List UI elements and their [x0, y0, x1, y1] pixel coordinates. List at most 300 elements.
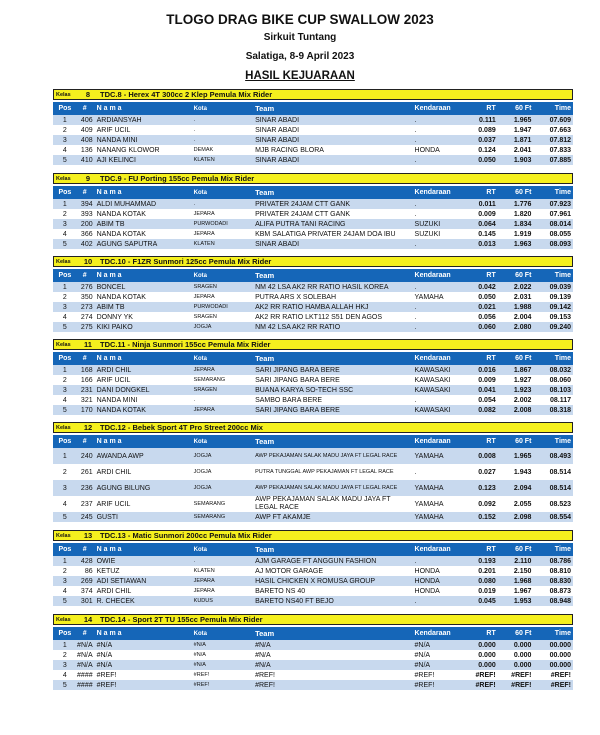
col-time: Time — [554, 355, 572, 362]
kota-cell: PURWODADI — [193, 304, 228, 310]
time-cell: 07.923 — [549, 200, 572, 208]
name-cell: DANI DONGKEL — [96, 386, 150, 394]
name-cell: #REF! — [96, 671, 117, 679]
class-block — [53, 89, 573, 165]
col-kota: Kota — [193, 355, 208, 362]
rt-cell: 0.041 — [478, 386, 496, 394]
col-kendaraan: Kendaraan — [414, 272, 451, 279]
kendaraan-cell: . — [414, 557, 417, 565]
name-cell: #N/A — [96, 641, 113, 649]
kota-cell: . — [193, 201, 196, 207]
name-cell: AGUNG SAPUTRA — [96, 240, 158, 248]
kendaraan-cell: #N/A — [414, 651, 431, 659]
kota-cell: JEPARA — [193, 211, 215, 217]
col-name: N a m a — [96, 189, 122, 196]
team-cell: PRIVATER 24JAM CTT GANK — [255, 200, 350, 208]
table-row — [53, 239, 573, 249]
class-name: TDC.14 - Sport 2T TU 155cc Pemula Mix Rider — [100, 615, 263, 624]
rt-cell: 0.045 — [478, 597, 496, 605]
number-cell: 366 — [80, 230, 93, 238]
rt-cell: 0.009 — [478, 210, 496, 218]
class-block — [53, 339, 573, 415]
name-cell: NANDA KOTAK — [96, 230, 146, 238]
table-row — [53, 365, 573, 375]
kota-cell: . — [193, 137, 196, 143]
team-cell: AWP FT AKAMJE — [255, 513, 311, 521]
table-row — [53, 448, 573, 464]
rt-cell: 0.050 — [478, 156, 496, 164]
kelas-label: Kelas — [56, 258, 71, 265]
table-row — [53, 312, 573, 322]
number-cell: 409 — [80, 126, 93, 134]
pos-cell: 5 — [62, 406, 67, 414]
pos-cell: 3 — [62, 136, 67, 144]
sixty-ft-cell: 1.947 — [513, 126, 532, 134]
pos-cell: 5 — [62, 681, 67, 689]
col-rt: RT — [486, 630, 496, 637]
col-kota: Kota — [193, 438, 208, 445]
col-team: Team — [255, 271, 275, 280]
team-cell: BARETO NS40 FT BEJO — [255, 597, 334, 605]
name-cell: ARDIANSYAH — [96, 116, 142, 124]
col-time: Time — [554, 272, 572, 279]
name-cell: #REF! — [96, 681, 117, 689]
col-team: Team — [255, 188, 275, 197]
rt-cell: 0.123 — [478, 484, 496, 492]
name-cell: KIKI PAIKO — [96, 323, 133, 331]
class-name: TDC.8 - Herex 4T 300cc 2 Klep Pemula Mix Rider — [100, 90, 273, 99]
time-cell: 08.514 — [549, 468, 572, 476]
team-cell: BUANA KARYA SO-TECH SSC — [255, 386, 354, 394]
kelas-bar — [53, 339, 573, 350]
kota-cell: JEPARA — [193, 578, 215, 584]
class-name: TDC.9 - FU Porting 155cc Pemula Mix Rider — [100, 174, 255, 183]
number-cell: 86 — [84, 567, 93, 575]
pos-cell: 2 — [62, 651, 67, 659]
time-cell: 08.117 — [549, 396, 572, 404]
team-cell: SARI JIPANG BARA BERE — [255, 406, 340, 414]
sixty-ft-cell: 1.927 — [513, 376, 532, 384]
kendaraan-cell: #REF! — [414, 681, 435, 689]
name-cell: AWANDA AWP — [96, 452, 144, 460]
time-cell: 08.514 — [549, 484, 572, 492]
pos-cell: 2 — [62, 567, 67, 575]
time-cell: 07.609 — [549, 116, 572, 124]
kelas-label: Kelas — [56, 175, 71, 182]
table-row — [53, 229, 573, 239]
name-cell: R. CHECEK — [96, 597, 135, 605]
team-cell: AK2 RR RATIO LKT112 S51 DEN AGOS — [255, 313, 383, 321]
name-cell: NANDA MINI — [96, 396, 138, 404]
column-header — [53, 627, 573, 640]
kendaraan-cell: KAWASAKI — [414, 376, 451, 384]
kota-cell: . — [193, 127, 196, 133]
kendaraan-cell: #N/A — [414, 641, 431, 649]
sixty-ft-cell: 1.776 — [513, 200, 532, 208]
pos-cell: 3 — [62, 386, 67, 394]
class-block — [53, 530, 573, 606]
col-kota: Kota — [193, 105, 208, 112]
kendaraan-cell: . — [414, 597, 417, 605]
pos-cell: 5 — [62, 156, 67, 164]
table-row — [53, 292, 573, 302]
col-kota: Kota — [193, 272, 208, 279]
sixty-ft-cell: 1.968 — [513, 577, 532, 585]
kota-cell: KLATEN — [193, 157, 215, 163]
table-row — [53, 405, 573, 415]
number-cell: 350 — [80, 293, 93, 301]
kota-cell: JOGJA — [193, 469, 212, 475]
col-number: # — [82, 630, 87, 637]
name-cell: ARIF UCIL — [96, 500, 131, 508]
kota-cell: #N/A — [193, 642, 206, 648]
kelas-bar — [53, 173, 573, 184]
kendaraan-cell: YAMAHA — [414, 293, 444, 301]
pos-cell: 3 — [62, 303, 67, 311]
name-cell: ADI SETIAWAN — [96, 577, 147, 585]
table-row — [53, 302, 573, 312]
col-name: N a m a — [96, 546, 122, 553]
team-cell: #N/A — [255, 661, 271, 669]
col-60ft: 60 Ft — [515, 438, 532, 445]
kelas-label: Kelas — [56, 424, 71, 431]
team-cell: NM 42 LSA AK2 RR RATIO HASIL KOREA — [255, 283, 389, 291]
rt-cell: 0.019 — [478, 587, 496, 595]
time-cell: #REF! — [550, 671, 572, 679]
document-title: TLOGO DRAG BIKE CUP SWALLOW 2023 — [166, 12, 434, 27]
name-cell: ARDI CHIL — [96, 587, 132, 595]
pos-cell: 4 — [62, 587, 67, 595]
table-row — [53, 145, 573, 155]
kota-cell: #N/A — [193, 662, 206, 668]
table-row — [53, 395, 573, 405]
kendaraan-cell: YAMAHA — [414, 513, 444, 521]
team-cell: KBM SALATIGA PRIVATER 24JAM DOA IBU — [255, 230, 396, 238]
time-cell: 09.142 — [549, 303, 572, 311]
pos-cell: 1 — [62, 557, 67, 565]
col-number: # — [82, 546, 87, 553]
time-cell: 08.493 — [549, 452, 572, 460]
table-row — [53, 680, 573, 690]
time-cell: 00.000 — [549, 651, 572, 659]
sixty-ft-cell: 1.820 — [513, 210, 532, 218]
pos-cell: 1 — [62, 283, 67, 291]
time-cell: 08.014 — [549, 220, 572, 228]
table-row — [53, 199, 573, 209]
kendaraan-cell: . — [414, 136, 417, 144]
name-cell: NANDA MINI — [96, 136, 138, 144]
class-name: TDC.12 - Bebek Sport 4T Pro Street 200cc Mix — [100, 423, 263, 432]
col-name: N a m a — [96, 355, 122, 362]
team-cell: SINAR ABADI — [255, 156, 300, 164]
name-cell: KETUZ — [96, 567, 120, 575]
kendaraan-cell: . — [414, 468, 417, 476]
number-cell: #### — [77, 671, 93, 679]
team-cell: SINAR ABADI — [255, 126, 300, 134]
sixty-ft-cell: 0.000 — [513, 661, 532, 669]
rt-cell: #REF! — [475, 681, 496, 689]
team-cell: HASIL CHICKEN X ROMUSA GROUP — [255, 577, 376, 585]
sixty-ft-cell: 2.004 — [513, 313, 532, 321]
kendaraan-cell: YAMAHA — [414, 500, 444, 508]
team-cell: AWP PEKAJAMAN SALAK MADU JAYA FT LEGAL RACE — [255, 484, 398, 491]
team-cell: SINAR ABADI — [255, 240, 300, 248]
col-time: Time — [554, 189, 572, 196]
rt-cell: 0.201 — [478, 567, 496, 575]
class-block — [53, 256, 573, 332]
kelas-label: Kelas — [56, 341, 71, 348]
time-cell: 08.786 — [549, 557, 572, 565]
number-cell: 410 — [80, 156, 93, 164]
time-cell: 09.153 — [549, 313, 572, 321]
venue: Sirkuit Tuntang — [263, 32, 337, 43]
col-kendaraan: Kendaraan — [414, 355, 451, 362]
number-cell: 200 — [80, 220, 93, 228]
sixty-ft-cell: 1.871 — [513, 136, 532, 144]
number-cell: 276 — [80, 283, 93, 291]
kota-cell: . — [193, 397, 196, 403]
number-cell: 394 — [80, 200, 93, 208]
name-cell: NANANG KLOWOR — [96, 146, 160, 154]
team-cell: ALIFA PUTRA TANI RACING — [255, 220, 346, 228]
kendaraan-cell: . — [414, 240, 417, 248]
number-cell: 136 — [80, 146, 93, 154]
col-rt: RT — [486, 438, 496, 445]
number-cell: 321 — [80, 396, 93, 404]
table-row — [53, 556, 573, 566]
kendaraan-cell: . — [414, 313, 417, 321]
number-cell: 236 — [80, 484, 93, 492]
table-row — [53, 209, 573, 219]
rt-cell: 0.089 — [478, 126, 496, 134]
col-kendaraan: Kendaraan — [414, 546, 451, 553]
kelas-label: Kelas — [56, 91, 71, 98]
table-row — [53, 480, 573, 496]
col-name: N a m a — [96, 272, 122, 279]
number-cell: 406 — [80, 116, 93, 124]
sixty-ft-cell: 2.041 — [513, 146, 532, 154]
kendaraan-cell: KAWASAKI — [414, 406, 451, 414]
kendaraan-cell: YAMAHA — [414, 484, 444, 492]
pos-cell: 4 — [62, 396, 67, 404]
kota-cell: PURWODADI — [193, 221, 228, 227]
number-cell: #### — [77, 681, 93, 689]
col-rt: RT — [486, 105, 496, 112]
number-cell: #N/A — [77, 661, 93, 669]
table-row — [53, 385, 573, 395]
rt-cell: 0.064 — [478, 220, 496, 228]
sixty-ft-cell: 2.002 — [513, 396, 532, 404]
kendaraan-cell: SUZUKI — [414, 220, 441, 228]
time-cell: 07.885 — [549, 156, 572, 164]
column-header — [53, 102, 573, 115]
kota-cell: JOGJA — [193, 324, 212, 330]
pos-cell: 5 — [62, 513, 67, 521]
column-header — [53, 269, 573, 282]
rt-cell: 0.152 — [478, 513, 496, 521]
kota-cell: #REF! — [193, 682, 210, 688]
pos-cell: 3 — [62, 577, 67, 585]
rt-cell: 0.050 — [478, 293, 496, 301]
col-rt: RT — [486, 272, 496, 279]
pos-cell: 5 — [62, 240, 67, 248]
sixty-ft-cell: 1.967 — [513, 587, 532, 595]
rt-cell: 0.021 — [478, 303, 496, 311]
pos-cell: 4 — [62, 146, 67, 154]
time-cell: 08.948 — [549, 597, 572, 605]
sixty-ft-cell: 2.022 — [513, 283, 532, 291]
time-cell: 09.139 — [549, 293, 572, 301]
kendaraan-cell: HONDA — [414, 567, 440, 575]
kota-cell: JEPARA — [193, 294, 215, 300]
name-cell: ABIM TB — [96, 303, 125, 311]
kendaraan-cell: . — [414, 303, 417, 311]
sixty-ft-cell: 2.008 — [513, 406, 532, 414]
kelas-number: 13 — [83, 531, 93, 540]
rt-cell: 0.145 — [478, 230, 496, 238]
name-cell: GUSTI — [96, 513, 118, 521]
team-cell: AWP PEKAJAMAN SALAK MADU JAYA FT LEGAL RACE — [255, 496, 391, 511]
table-row — [53, 375, 573, 385]
kota-cell: SRAGEN — [193, 284, 217, 290]
kendaraan-cell: . — [414, 200, 417, 208]
kota-cell: JOGJA — [193, 453, 212, 459]
number-cell: 245 — [80, 513, 93, 521]
sixty-ft-cell: #REF! — [511, 681, 532, 689]
team-cell: PUTRA TUNGGAL AWP PEKAJAMAN FT LEGAL RACE — [255, 468, 394, 475]
section-title: HASIL KEJUARAAN — [245, 70, 355, 82]
pos-cell: 2 — [62, 468, 67, 476]
sixty-ft-cell: #REF! — [511, 671, 532, 679]
team-cell: NM 42 LSA AK2 RR RATIO — [255, 323, 341, 331]
col-60ft: 60 Ft — [515, 272, 532, 279]
pos-cell: 3 — [62, 484, 67, 492]
sixty-ft-cell: 2.150 — [513, 567, 532, 575]
kelas-bar — [53, 89, 573, 100]
pos-cell: 4 — [62, 671, 67, 679]
col-team: Team — [255, 104, 275, 113]
name-cell: ABIM TB — [96, 220, 125, 228]
table-row — [53, 496, 573, 512]
number-cell: 170 — [80, 406, 93, 414]
col-rt: RT — [486, 546, 496, 553]
kendaraan-cell: YAMAHA — [414, 452, 444, 460]
team-cell: PRIVATER 24JAM CTT GANK — [255, 210, 350, 218]
number-cell: 402 — [80, 240, 93, 248]
col-name: N a m a — [96, 105, 122, 112]
kendaraan-cell: . — [414, 116, 417, 124]
sixty-ft-cell: 2.110 — [514, 557, 532, 565]
kelas-number: 12 — [83, 423, 93, 432]
col-kendaraan: Kendaraan — [414, 438, 451, 445]
table-row — [53, 660, 573, 670]
sixty-ft-cell: 2.055 — [513, 500, 532, 508]
team-cell: SINAR ABADI — [255, 136, 300, 144]
kendaraan-cell: KAWASAKI — [414, 386, 451, 394]
col-60ft: 60 Ft — [515, 105, 532, 112]
rt-cell: 0.042 — [478, 283, 496, 291]
rt-cell: 0.193 — [478, 557, 496, 565]
kelas-number: 9 — [85, 174, 91, 183]
sixty-ft-cell: 2.080 — [513, 323, 532, 331]
col-time: Time — [554, 105, 572, 112]
col-pos: Pos — [58, 355, 72, 362]
kendaraan-cell: . — [414, 156, 417, 164]
sixty-ft-cell: 0.000 — [513, 641, 532, 649]
kendaraan-cell: . — [414, 210, 417, 218]
col-kendaraan: Kendaraan — [414, 105, 451, 112]
table-row — [53, 322, 573, 332]
kota-cell: SRAGEN — [193, 314, 217, 320]
team-cell: BARETO NS 40 — [255, 587, 306, 595]
col-number: # — [82, 189, 87, 196]
rt-cell: 0.060 — [478, 323, 496, 331]
rt-cell: 0.000 — [478, 641, 496, 649]
sixty-ft-cell: 2.031 — [513, 293, 532, 301]
kendaraan-cell: . — [414, 283, 417, 291]
pos-cell: 3 — [62, 220, 67, 228]
kelas-bar — [53, 530, 573, 541]
table-row — [53, 650, 573, 660]
team-cell: PUTRA ARS X SOLEBAH — [255, 293, 336, 301]
time-cell: 00.000 — [549, 641, 572, 649]
name-cell: ARIF UCIL — [96, 126, 131, 134]
sixty-ft-cell: 1.953 — [513, 597, 532, 605]
kota-cell: JEPARA — [193, 231, 215, 237]
number-cell: 275 — [80, 323, 93, 331]
col-60ft: 60 Ft — [515, 630, 532, 637]
table-row — [53, 596, 573, 606]
table-row — [53, 135, 573, 145]
team-cell: SINAR ABADI — [255, 116, 300, 124]
name-cell: ARIF UCIL — [96, 376, 131, 384]
kendaraan-cell: SUZUKI — [414, 230, 441, 238]
rt-cell: 0.082 — [478, 406, 496, 414]
team-cell: MJB RACING BLORA — [255, 146, 324, 154]
col-name: N a m a — [96, 438, 122, 445]
sixty-ft-cell: 2.094 — [513, 484, 532, 492]
col-60ft: 60 Ft — [515, 189, 532, 196]
sixty-ft-cell: 1.919 — [513, 230, 532, 238]
pos-cell: 1 — [62, 366, 67, 374]
kota-cell: SEMARANG — [193, 377, 226, 383]
team-cell: AK2 RR RATIO HAMBA ALLAH HKJ — [255, 303, 369, 311]
time-cell: 07.833 — [549, 146, 572, 154]
col-team: Team — [255, 354, 275, 363]
table-row — [53, 282, 573, 292]
rt-cell: 0.080 — [478, 577, 496, 585]
number-cell: 393 — [80, 210, 93, 218]
time-cell: 08.060 — [549, 376, 572, 384]
kota-cell: JOGJA — [193, 485, 212, 491]
col-time: Time — [554, 630, 572, 637]
time-cell: 08.810 — [549, 567, 572, 575]
kelas-number: 14 — [83, 615, 93, 624]
kota-cell: JEPARA — [193, 407, 215, 413]
pos-cell: 4 — [62, 230, 67, 238]
sixty-ft-cell: 1.963 — [513, 240, 532, 248]
kota-cell: . — [193, 558, 196, 564]
kendaraan-cell: KAWASAKI — [414, 366, 451, 374]
number-cell: 261 — [80, 468, 93, 476]
kelas-bar — [53, 256, 573, 267]
col-number: # — [82, 105, 87, 112]
rt-cell: 0.037 — [478, 136, 496, 144]
pos-cell: 2 — [62, 210, 67, 218]
sixty-ft-cell: 1.903 — [513, 156, 532, 164]
kota-cell: KUDUS — [193, 598, 213, 604]
time-cell: 09.039 — [549, 283, 572, 291]
